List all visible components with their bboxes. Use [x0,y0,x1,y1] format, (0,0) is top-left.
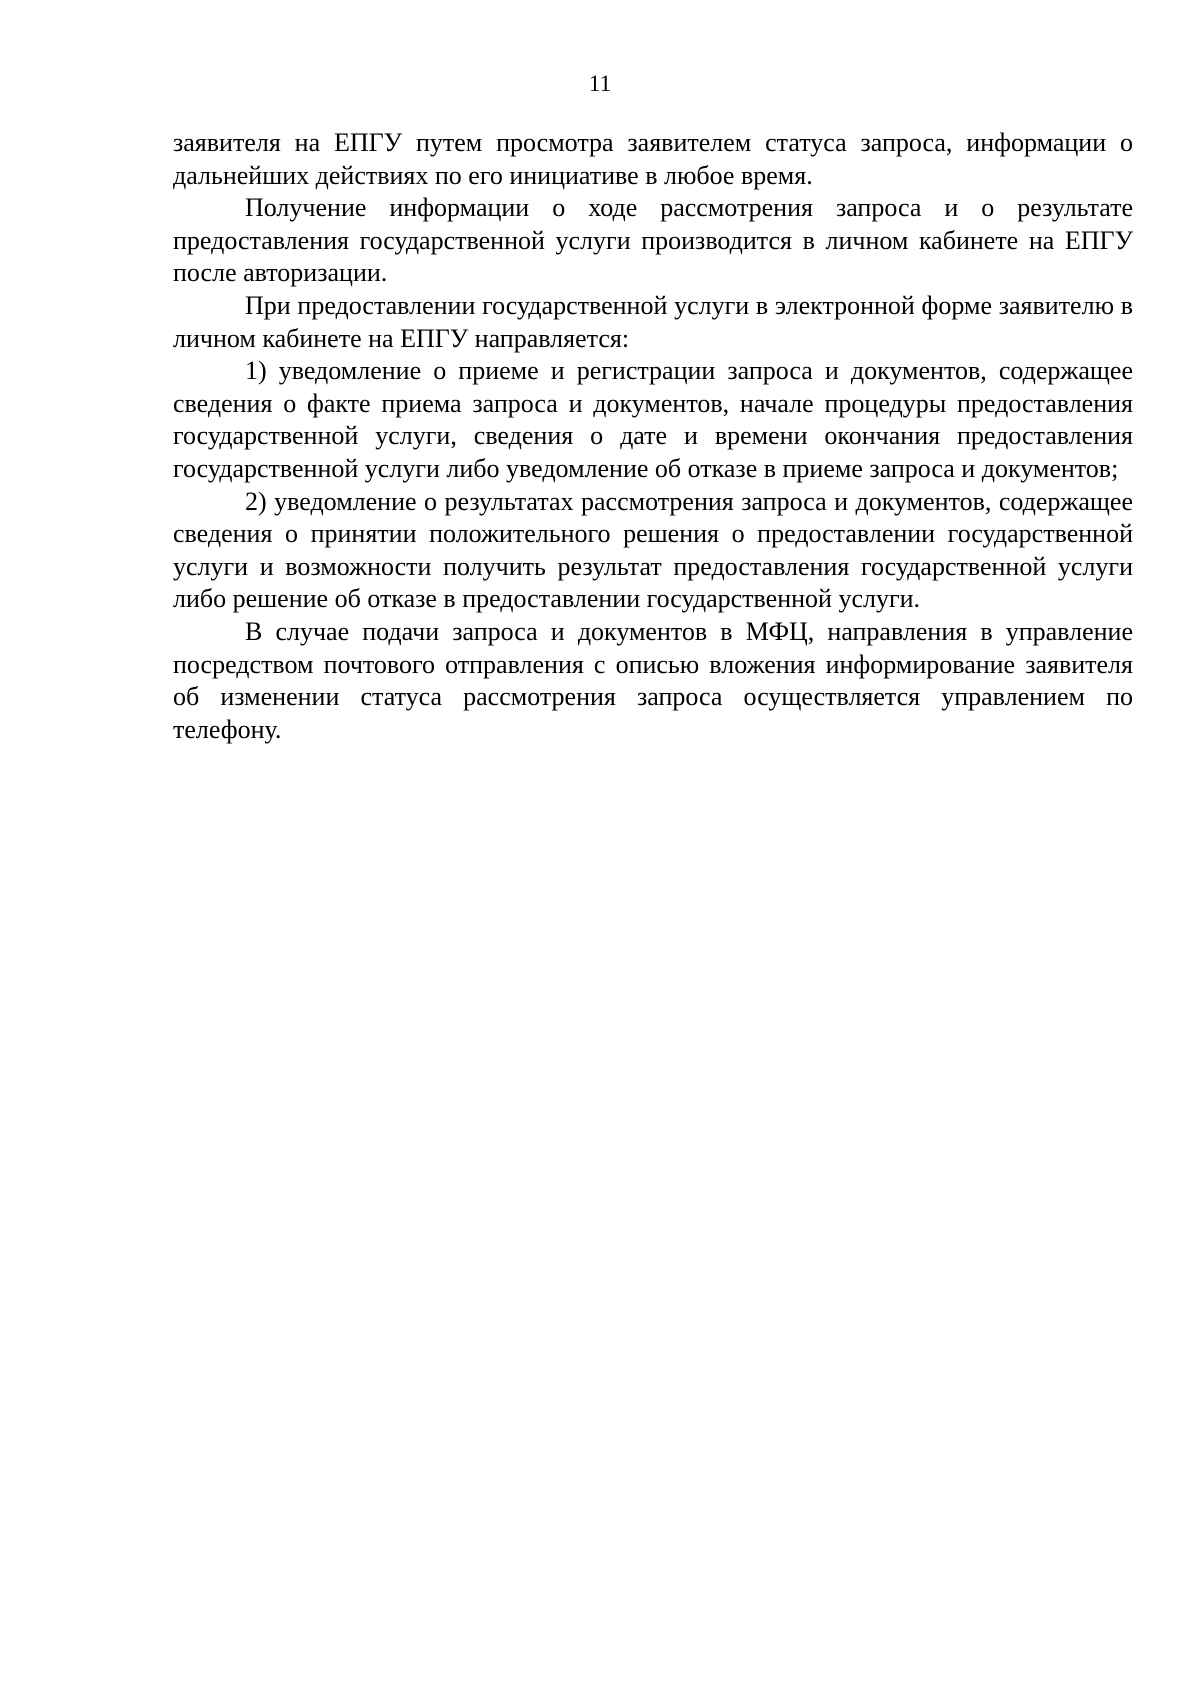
page-number: 11 [588,71,612,96]
paragraph-info-status: Получение информации о ходе рассмотрения запроса и о результате предоставления государственной услуги производится в личном кабинете на ЕПГУ после авторизации. [173,193,1133,288]
paragraph-electronic-form: При предоставлении государственной услуги в электронной форме заявителю в личном кабинете на ЕПГУ направляется: [173,290,1133,353]
paragraph-mfc-submission: В случае подачи запроса и документов в МФЦ, направления в управление посредством почтового отправления с описью вложения информирование заявителя об изменении статуса рассмотрения запроса осуществляется управлением по телефону. [173,616,1133,744]
document-body [173,127,1133,746]
list-item-1-notification-receipt: 1) уведомление о приеме и регистрации запроса и документов, содержащее сведения о факте приема запроса и документов, начале процедуры предоставления государственной услуги, сведения о дате и времени окончания предоставления государственной услуги либо уведомление об отказе в приеме запроса и документов; [173,356,1133,483]
paragraph-continuation: заявителя на ЕПГУ путем просмотра заявителем статуса запроса, информации о дальнейших действиях по его инициативе в любое время. [173,128,1133,190]
list-item-2-notification-results: 2) уведомление о результатах рассмотрения запроса и документов, содержащее сведения о принятии положительного решения о предоставлении государственной услуги и возможности получить результат предоставления государственной услуги либо решение об отказе в предоставлении государственной услуги. [173,486,1133,614]
